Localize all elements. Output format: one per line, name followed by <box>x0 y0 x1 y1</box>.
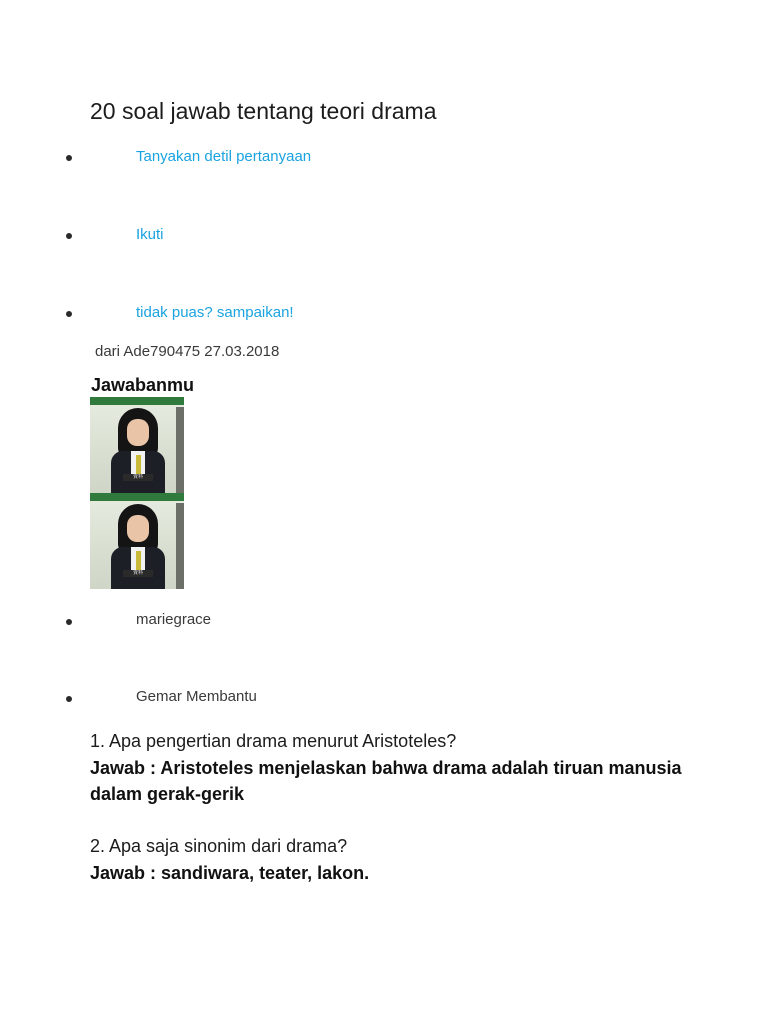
question-2: 2. Apa saja sinonim dari drama? <box>90 836 348 856</box>
list-bullet <box>66 311 72 317</box>
answerer-rank: Gemar Membantu <box>136 688 257 705</box>
avatar <box>90 397 184 493</box>
avatar <box>90 493 184 589</box>
list-bullet <box>66 233 72 239</box>
ask-detail-link[interactable]: Tanyakan detil pertanyaan <box>136 148 312 165</box>
report-link[interactable]: tidak puas? sampaikan! <box>136 304 294 321</box>
answer-2: Jawab : sandiwara, teater, lakon. <box>90 863 370 883</box>
photo-caption: 資料 <box>123 474 153 481</box>
photo-caption: 資料 <box>123 570 153 577</box>
page-title: 20 soal jawab tentang teori drama <box>90 98 437 124</box>
list-bullet <box>66 696 72 702</box>
answerer-username[interactable]: mariegrace <box>136 611 212 628</box>
question-meta: dari Ade790475 27.03.2018 <box>95 343 280 360</box>
question-1: 1. Apa pengertian drama menurut Aristoteles? <box>90 731 457 751</box>
answer-1: Jawab : Aristoteles menjelaskan bahwa drama adalah tiruan manusia dalam gerak-gerik <box>90 758 682 804</box>
follow-link[interactable]: Ikuti <box>136 226 164 243</box>
list-bullet <box>66 155 72 161</box>
answers-heading: Jawabanmu <box>91 375 195 395</box>
list-bullet <box>66 619 72 625</box>
